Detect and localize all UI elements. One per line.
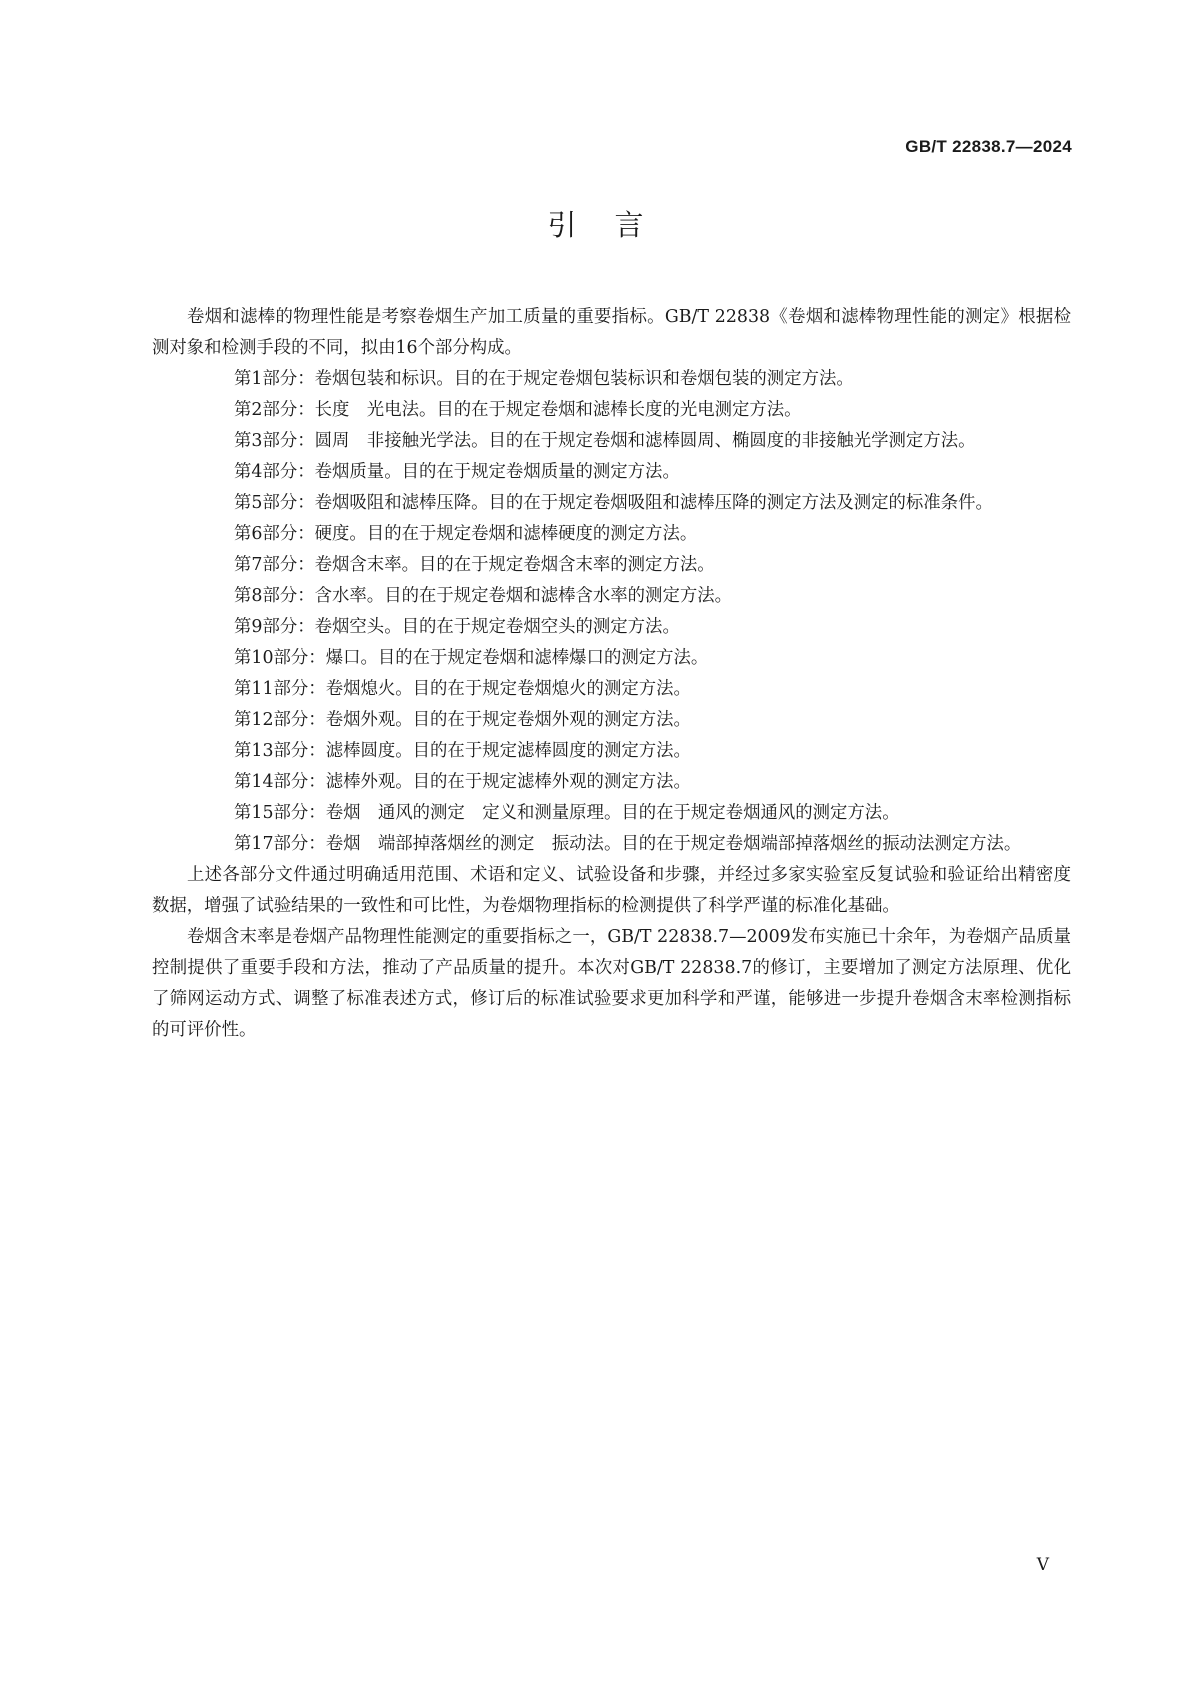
- list-item-text: 第15部分：卷烟 通风的测定 定义和测量原理。目的在于规定卷烟通风的测定方法。: [234, 803, 900, 823]
- list-item: [152, 767, 1071, 798]
- list-item-text: 第6部分：硬度。目的在于规定卷烟和滤棒硬度的测定方法。: [234, 524, 698, 544]
- parts-list: [152, 364, 1071, 860]
- list-item-text: 第2部分：长度 光电法。目的在于规定卷烟和滤棒长度的光电测定方法。: [234, 400, 802, 420]
- list-item: [152, 519, 1071, 550]
- list-item-text: 第9部分：卷烟空头。目的在于规定卷烟空头的测定方法。: [234, 617, 680, 637]
- list-item-text: 第5部分：卷烟吸阻和滤棒压降。目的在于规定卷烟吸阻和滤棒压降的测定方法及测定的标准条件。: [234, 493, 993, 513]
- list-item: [152, 488, 1071, 519]
- list-item: [152, 674, 1071, 705]
- list-item: [152, 829, 1071, 860]
- list-item: [152, 643, 1071, 674]
- page-number: V: [1036, 1555, 1049, 1575]
- list-item-text: 第10部分：爆口。目的在于规定卷烟和滤棒爆口的测定方法。: [234, 648, 709, 668]
- list-item-text: 第11部分：卷烟熄火。目的在于规定卷烟熄火的测定方法。: [234, 679, 691, 699]
- list-item-text: 第8部分：含水率。目的在于规定卷烟和滤棒含水率的测定方法。: [234, 586, 733, 606]
- page-title: 引言: [547, 208, 682, 242]
- list-item: [152, 736, 1071, 767]
- introduction-body: [152, 302, 1071, 1046]
- list-item-text: 第1部分：卷烟包装和标识。目的在于规定卷烟包装标识和卷烟包装的测定方法。: [234, 369, 854, 389]
- summary-paragraph: 上述各部分文件通过明确适用范围、术语和定义、试验设备和步骤，并经过多家实验室反复试验和验证给出精密度数据，增强了试验结果的一致性和可比性，为卷烟物理指标的检测提供了科学严谨的标准化基础。: [152, 865, 1071, 916]
- list-item: [152, 426, 1071, 457]
- revision-paragraph: 卷烟含末率是卷烟产品物理性能测定的重要指标之一，GB/T 22838.7—2009发布实施已十余年，为卷烟产品质量控制提供了重要手段和方法，推动了产品质量的提升。本次对GB/T 22838.7的修订，主要增加了测定方法原理、优化了筛网运动方式、调整了标准表述方式，修订后的标准试验要求更加科学和严谨，能够进一步提升卷烟含末率检测指标的可评价性。: [152, 927, 1071, 1040]
- list-item-text: 第3部分：圆周 非接触光学法。目的在于规定卷烟和滤棒圆周、椭圆度的非接触光学测定方法。: [234, 431, 976, 451]
- list-item-text: 第13部分：滤棒圆度。目的在于规定滤棒圆度的测定方法。: [234, 741, 691, 761]
- list-item-text: 第4部分：卷烟质量。目的在于规定卷烟质量的测定方法。: [234, 462, 680, 482]
- list-item: [152, 457, 1071, 488]
- list-item: [152, 364, 1071, 395]
- list-item-text: 第17部分：卷烟 端部掉落烟丝的测定 振动法。目的在于规定卷烟端部掉落烟丝的振动法测定方法。: [234, 834, 1022, 854]
- list-item: [152, 581, 1071, 612]
- list-item-text: 第7部分：卷烟含末率。目的在于规定卷烟含末率的测定方法。: [234, 555, 715, 575]
- list-item-text: 第12部分：卷烟外观。目的在于规定卷烟外观的测定方法。: [234, 710, 691, 730]
- list-item: [152, 612, 1071, 643]
- list-item: [152, 395, 1071, 426]
- list-item: [152, 705, 1071, 736]
- list-item: [152, 550, 1071, 581]
- list-item: [152, 798, 1071, 829]
- list-item-text: 第14部分：滤棒外观。目的在于规定滤棒外观的测定方法。: [234, 772, 691, 792]
- standard-code: GB/T 22838.7—2024: [905, 137, 1072, 156]
- intro-paragraph: 卷烟和滤棒的物理性能是考察卷烟生产加工质量的重要指标。GB/T 22838《卷烟和滤棒物理性能的测定》根据检测对象和检测手段的不同，拟由16个部分构成。: [152, 307, 1071, 358]
